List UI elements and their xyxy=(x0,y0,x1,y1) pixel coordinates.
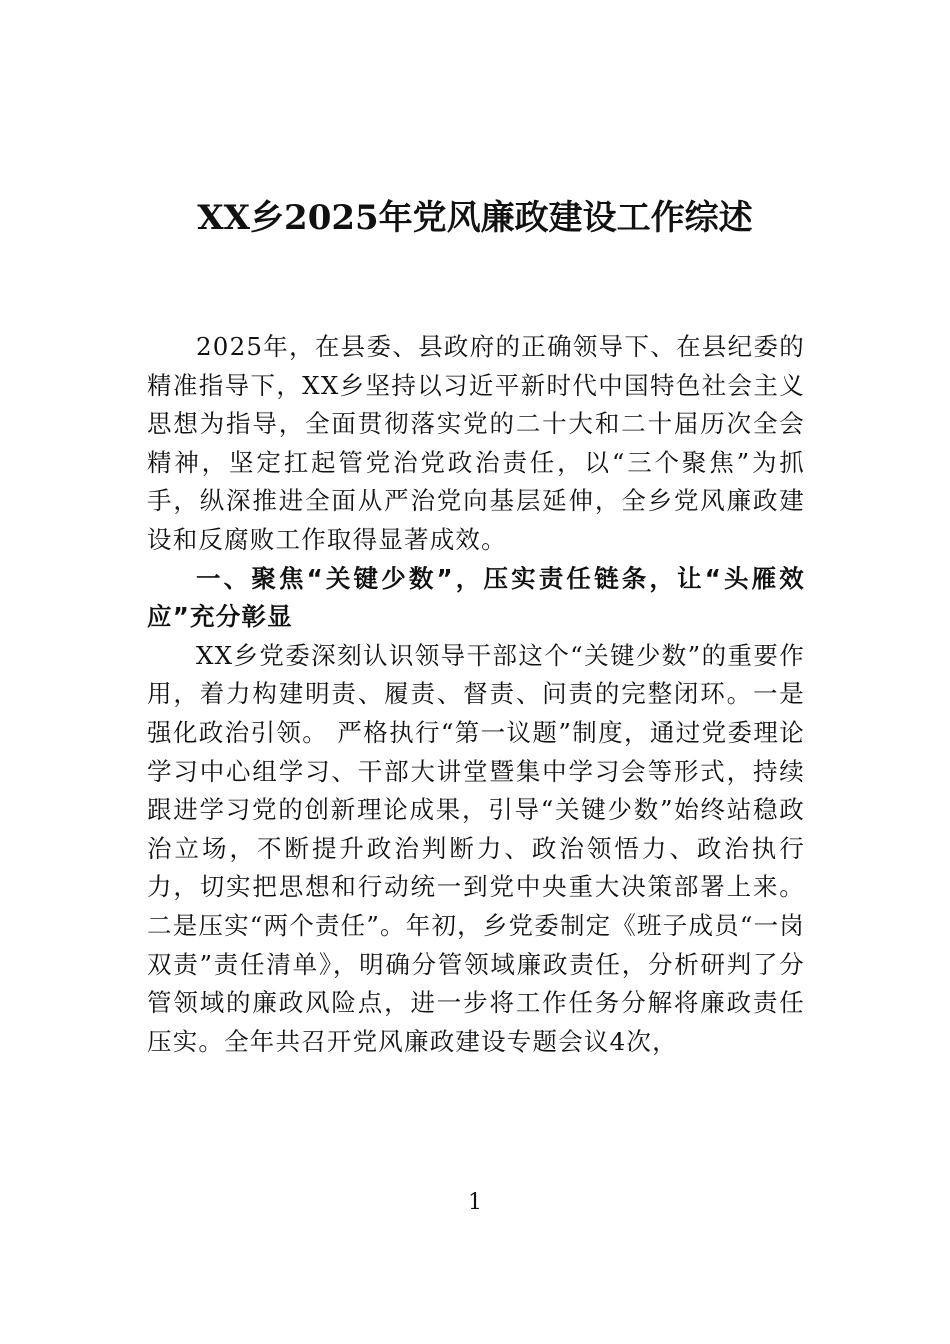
document-body xyxy=(147,328,805,1061)
section-heading-1: 一、聚焦“关键少数”，压实责任链条，让“头雁效应”充分彰显 xyxy=(147,563,805,632)
intro-paragraph: 2025年，在县委、县政府的正确领导下、在县纪委的精准指导下，XX乡坚持以习近平新时代中国特色社会主义思想为指导，全面贯彻落实党的二十大和二十届历次全会精神，坚定扛起管党治党政治责任，以“三个聚焦”为抓手，纵深推进全面从严治党向基层延伸，全乡党风廉政建设和反腐败工作取得显著成效。 xyxy=(147,332,805,554)
page-number: 1 xyxy=(468,1190,482,1215)
document-title: XX乡2025年党风廉政建设工作综述 xyxy=(197,198,753,238)
section-1-paragraph: XX乡党委深刻认识领导干部这个“关键少数”的重要作用，着力构建明责、履责、督责、问责的完整闭环。一是强化政治引领。 严格执行“第一议题”制度，通过党委理论学习中心组学习、干部大讲堂暨集中学习会等形式，持续跟进学习党的创新理论成果，引导“关键少数”始终站稳政治立场，不断提升政治判断力、政治领悟力、政治执行力，切实把思想和行动统一到党中央重大决策部署上来。二是压实“两个责任”。年初，乡党委制定《班子成员“一岗双责”责任清单》，明确分管领域廉政责任，分析研判了分管领域的廉政风险点，进一步将工作任务分解将廉政责任压实。全年共召开党风廉政建设专题会议4次， xyxy=(147,640,805,1056)
